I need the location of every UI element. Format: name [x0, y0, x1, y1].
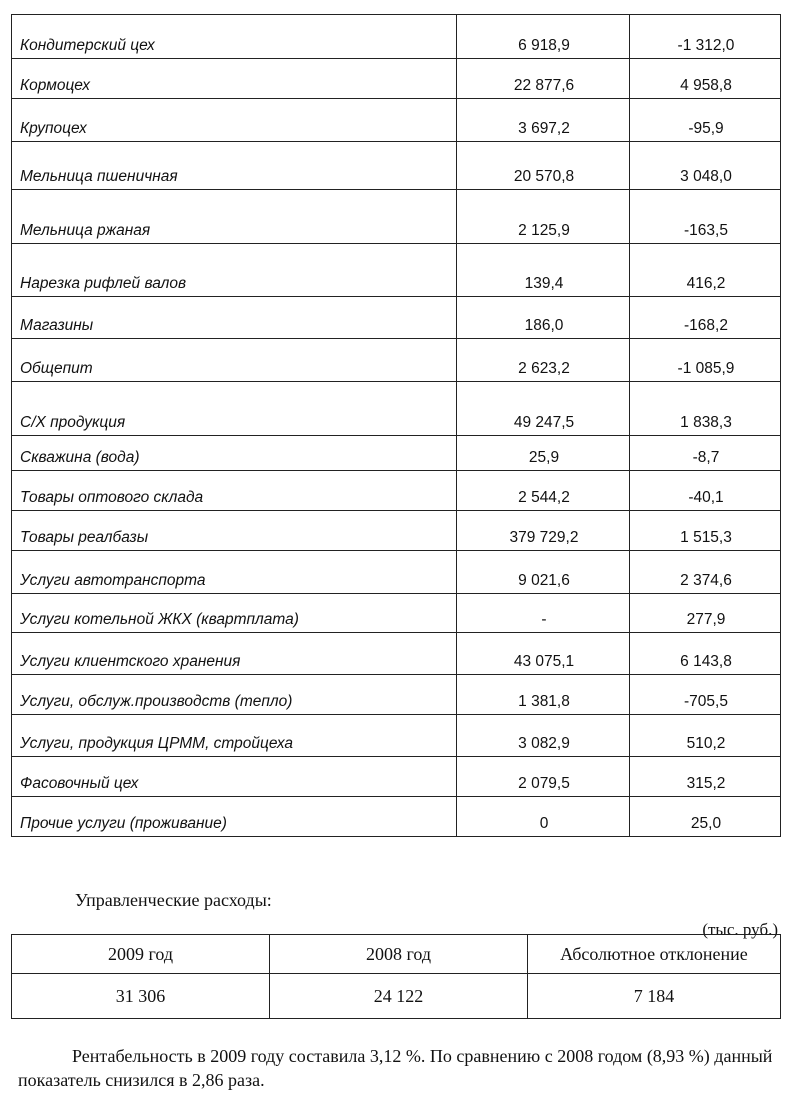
table-row: [12, 190, 781, 244]
row-name: Услуги автотранспорта: [12, 551, 457, 594]
table-row: [12, 99, 781, 142]
row-value-2009: 1 381,8: [457, 675, 630, 715]
table-row: [12, 551, 781, 594]
table-row: [12, 382, 781, 436]
row-name: Товары оптового склада: [12, 471, 457, 511]
table-row: [12, 59, 781, 99]
row-name: С/Х продукция: [12, 382, 457, 436]
management-caption: Управленческие расходы:: [75, 890, 272, 910]
management-expenses-table: [11, 934, 781, 1019]
table-row: [12, 757, 781, 797]
row-name: Общепит: [12, 339, 457, 382]
table-row: [12, 594, 781, 633]
row-deviation: -168,2: [630, 297, 781, 339]
row-name: Нарезка рифлей валов: [12, 244, 457, 297]
row-value-2009: 3 082,9: [457, 715, 630, 757]
row-deviation: -1 312,0: [630, 15, 781, 59]
row-deviation: 25,0: [630, 797, 781, 837]
row-deviation: 277,9: [630, 594, 781, 633]
row-value-2009: 43 075,1: [457, 633, 630, 675]
row-deviation: 3 048,0: [630, 142, 781, 190]
row-name: Скважина (вода): [12, 436, 457, 471]
row-name: Мельница ржаная: [12, 190, 457, 244]
row-name: Мельница пшеничная: [12, 142, 457, 190]
revenue-table: [11, 14, 781, 837]
row-name: Услуги клиентского хранения: [12, 633, 457, 675]
table-row: [12, 715, 781, 757]
row-deviation: -8,7: [630, 436, 781, 471]
table-row: [12, 142, 781, 190]
row-deviation: 2 374,6: [630, 551, 781, 594]
row-value-2009: 2 125,9: [457, 190, 630, 244]
row-deviation: -40,1: [630, 471, 781, 511]
row-deviation: 510,2: [630, 715, 781, 757]
table-row: [12, 339, 781, 382]
row-value-2009: 186,0: [457, 297, 630, 339]
row-name: Кормоцех: [12, 59, 457, 99]
row-deviation: 315,2: [630, 757, 781, 797]
table-row: [12, 633, 781, 675]
row-deviation: 6 143,8: [630, 633, 781, 675]
units-label: (тыс. руб.): [702, 920, 778, 939]
row-value-2009: 379 729,2: [457, 511, 630, 551]
row-deviation: -1 085,9: [630, 339, 781, 382]
table-row: [12, 436, 781, 471]
value-deviation: 7 184: [528, 974, 781, 1019]
header-2008: 2008 год: [270, 935, 528, 974]
table-row: [12, 471, 781, 511]
row-name: Услуги котельной ЖКХ (квартплата): [12, 594, 457, 633]
row-value-2009: 139,4: [457, 244, 630, 297]
row-deviation: 1 838,3: [630, 382, 781, 436]
row-value-2009: -: [457, 594, 630, 633]
row-name: Услуги, обслуж.производств (тепло): [12, 675, 457, 715]
row-name: Прочие услуги (проживание): [12, 797, 457, 837]
row-value-2009: 2 079,5: [457, 757, 630, 797]
row-deviation: -95,9: [630, 99, 781, 142]
row-name: Фасовочный цех: [12, 757, 457, 797]
profitability-paragraph: Рентабельность в 2009 году составила 3,12 %. По сравнению с 2008 годом (8,93 %) данный показатель снизился в 2,86 раза.: [18, 1046, 773, 1090]
row-deviation: 4 958,8: [630, 59, 781, 99]
header-deviation: Абсолютное отклонение: [528, 935, 781, 974]
table-header-row: [12, 935, 781, 974]
row-value-2009: 6 918,9: [457, 15, 630, 59]
row-deviation: -163,5: [630, 190, 781, 244]
table-row: [12, 15, 781, 59]
table-row: [12, 974, 781, 1019]
row-value-2009: 3 697,2: [457, 99, 630, 142]
row-value-2009: 9 021,6: [457, 551, 630, 594]
table-row: [12, 797, 781, 837]
table-row: [12, 297, 781, 339]
row-name: Услуги, продукция ЦРММ, стройцеха: [12, 715, 457, 757]
row-value-2009: 2 623,2: [457, 339, 630, 382]
row-value-2009: 22 877,6: [457, 59, 630, 99]
row-value-2009: 0: [457, 797, 630, 837]
table-row: [12, 244, 781, 297]
table-row: [12, 511, 781, 551]
row-value-2009: 49 247,5: [457, 382, 630, 436]
header-2009: 2009 год: [12, 935, 270, 974]
row-name: Крупоцех: [12, 99, 457, 142]
row-value-2009: 25,9: [457, 436, 630, 471]
table-row: [12, 675, 781, 715]
value-2008: 24 122: [270, 974, 528, 1019]
value-2009: 31 306: [12, 974, 270, 1019]
row-value-2009: 20 570,8: [457, 142, 630, 190]
row-name: Товары реалбазы: [12, 511, 457, 551]
row-name: Магазины: [12, 297, 457, 339]
row-deviation: -705,5: [630, 675, 781, 715]
row-name: Кондитерский цех: [12, 15, 457, 59]
row-deviation: 1 515,3: [630, 511, 781, 551]
row-value-2009: 2 544,2: [457, 471, 630, 511]
row-deviation: 416,2: [630, 244, 781, 297]
